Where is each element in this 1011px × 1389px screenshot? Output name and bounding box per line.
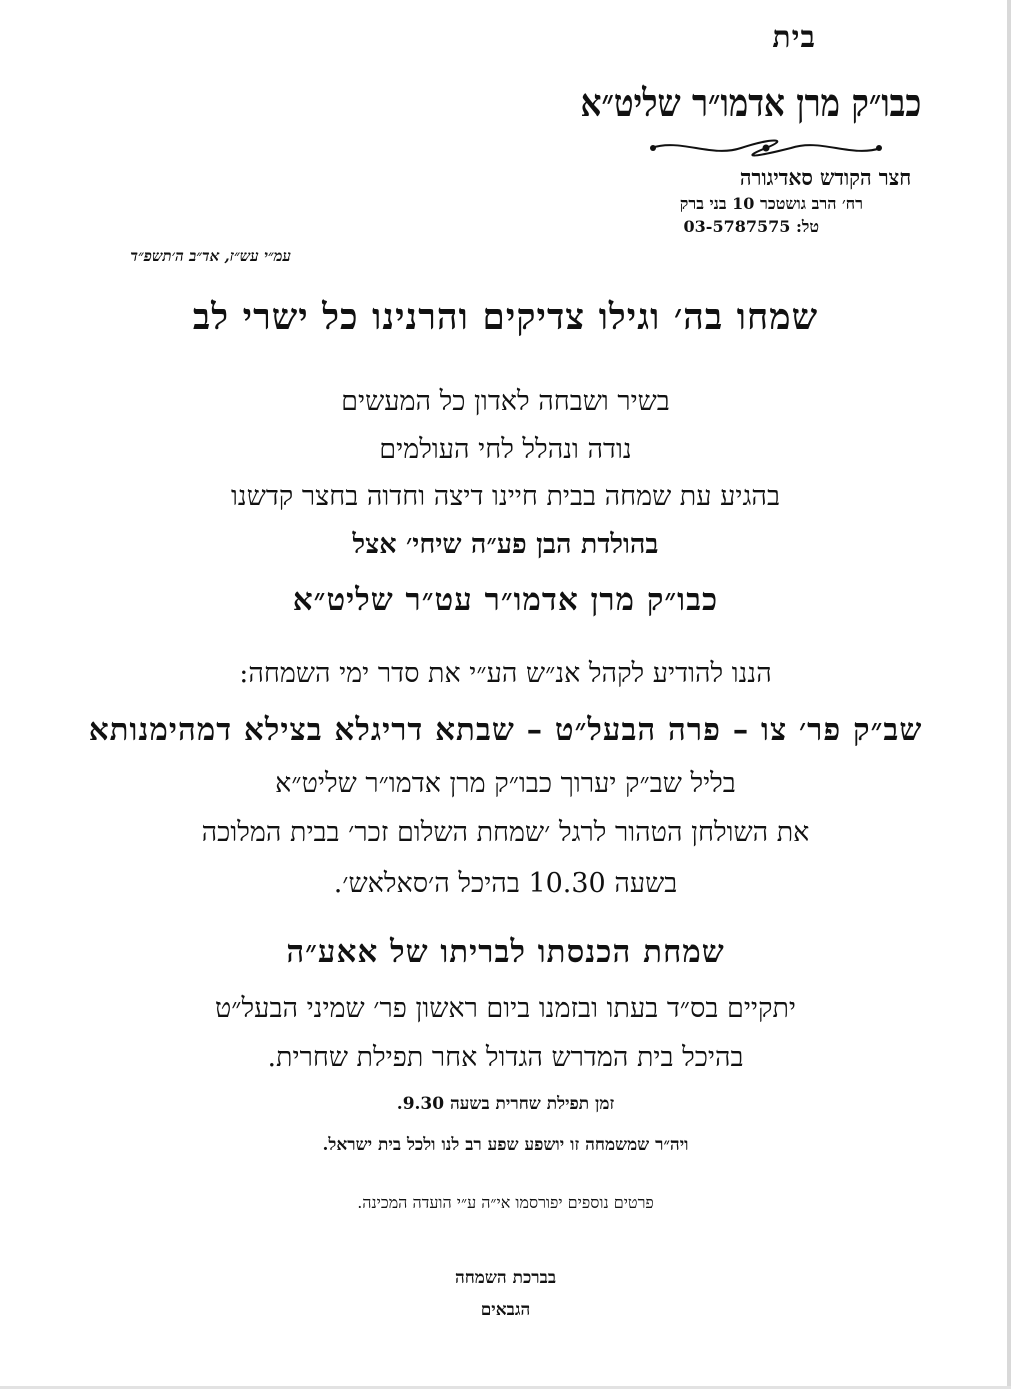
signature-line-2: הגבאים	[480, 1300, 531, 1320]
shabbat-title: שב״ק פר׳ צו – פרה הבעל״ט – שבתא דריגלא בצילא דמהימנותא	[88, 712, 923, 748]
intro-line-5: כבו״ק מרן אדמו״ר עט״ר שליט״א	[292, 582, 719, 618]
letterhead-beit: בית	[772, 20, 816, 55]
letterhead-flourish-ornament	[641, 136, 891, 160]
intro-line-4: בהולדת הבן פע״ה שיחי׳ אצל	[352, 529, 659, 560]
intro-line-3: בהגיע עת שמחה בבית חיינו דיצה וחדוה בחצר קדשנו	[231, 481, 780, 512]
headline: שמחו בה׳ וגילו צדיקים והרנינו כל ישרי לב	[192, 296, 819, 338]
shabbat-line-1: בליל שב״ק יערוך כבו״ק מרן אדמו״ר שליט״א	[275, 768, 736, 799]
shabbat-line-3: בשעה 10.30 בהיכל ה׳סאלאש׳.	[333, 868, 678, 899]
announcement-line: הננו להודיע לקהל אנ״ש הע״י את סדר ימי השמחה:	[239, 658, 772, 689]
notice-line: פרטים נוספים יפורסמו אי״ה ע״י הועדה המכינה.	[357, 1193, 654, 1212]
brit-line-1: יתקיים בס״ד בעתו ובזמנו ביום ראשון פר׳ שמיני הבעל״ט	[214, 993, 797, 1024]
intro-line-1: בשיר ושבחה לאדון כל המעשים	[341, 386, 670, 417]
brit-line-4: ויה״ר שמשמחה זו יושפע שפע רב לנו ולכל בית ישראל.	[322, 1135, 689, 1155]
intro-line-2: נודה ונהלל לחי העולמים	[379, 434, 632, 465]
brit-title: שמחת הכנסתו לבריתו של אאע״ה	[286, 934, 725, 970]
letterhead-address: רח׳ הרב גושטכר 10 בני ברק	[679, 194, 863, 213]
letterhead-title: כבו״ק מרן אדמו״ר שליט״א	[580, 80, 921, 125]
brit-line-3: זמן תפילת שחרית בשעה 9.30.	[396, 1094, 615, 1114]
signature-line-1: בברכת השמחה	[454, 1268, 557, 1288]
letterhead-court: חצר הקודש סאדיגורה	[739, 165, 911, 191]
shabbat-line-2: את השולחן הטהור לרגל ׳שמחת השלום זכר׳ בבית המלוכה	[201, 817, 810, 848]
letterhead-phone: טל: 03-5787575	[683, 217, 819, 236]
page-edge-right	[1007, 0, 1011, 1389]
brit-line-2: בהיכל בית המדרש הגדול אחר תפילת שחרית.	[267, 1042, 744, 1073]
date-line: עמ״י עש״ז, אד״ב ה׳תשפ״ד	[130, 247, 291, 265]
